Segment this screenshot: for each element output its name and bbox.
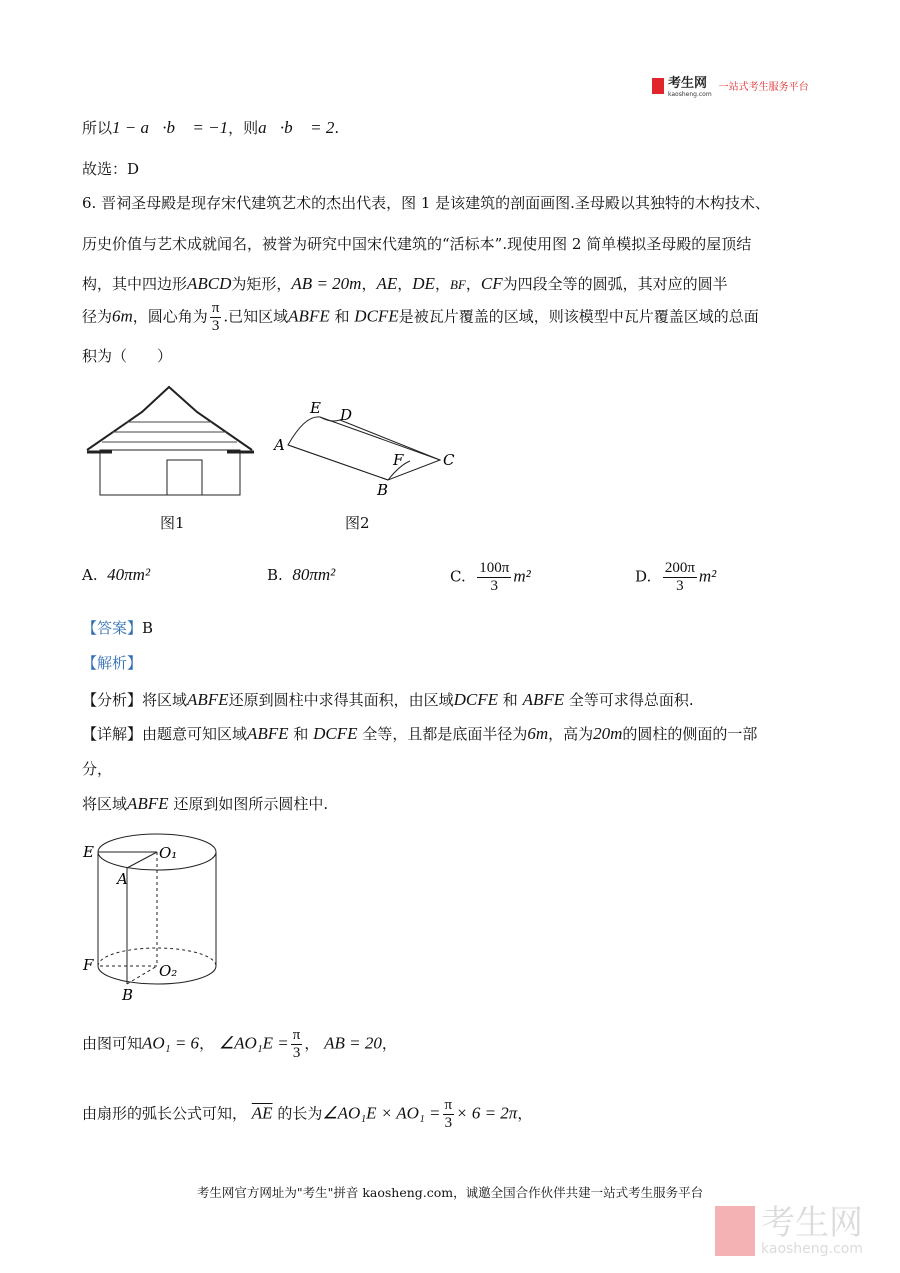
logo-domain: kaosheng.com [668, 91, 712, 98]
page-footer: 考生网官方网址为"考生"拼音 kaosheng.com，诚邀全国合作伙伴共建一站式考生服务平台 [196, 1185, 704, 1200]
analysis-line: 【分析】将区域ABFE还原到圆柱中求得其面积，由区域DCFE 和 ABFE 全等可求得总面积. [82, 690, 694, 709]
watermark-logo: 考生网 kaosheng.com [715, 1205, 863, 1257]
watermark-mark-icon [715, 1206, 755, 1256]
figure-1-building [82, 382, 257, 500]
svg-text:A: A [274, 436, 285, 454]
option-a: A. 40πm² [82, 565, 151, 584]
svg-text:E: E [310, 399, 321, 417]
header-logo [652, 73, 809, 98]
detail-line: 【详解】由题意可知区域ABFE 和 DCFE 全等，且都是底面半径为6m，高为20m的圆柱的侧面的一部 [82, 724, 758, 743]
svg-text:O₁: O₁ [159, 844, 178, 862]
svg-text:D: D [340, 406, 353, 424]
figure-2-caption: 图2 [345, 514, 370, 532]
svg-text:O₂: O₂ [159, 962, 178, 980]
prev-choice: 故选：D [82, 160, 140, 178]
calc-line-1: 由图可知AO₁ = 6， ∠AO₁E = $\frac{\pi}{3}$ ， AB = 20， [82, 1027, 397, 1061]
svg-text:C: C [443, 451, 455, 469]
svg-text:F: F [83, 956, 94, 974]
detail-line: 分， [82, 760, 113, 778]
logo-mark-icon [652, 78, 664, 94]
answer-line: 【答案】B [82, 619, 154, 637]
question-line: 径为6m，圆心角为 $\frac{\pi}{3}$ .已知区域ABFE 和 DCFE是被瓦片覆盖的区域，则该模型中瓦片覆盖区域的总面 [82, 300, 759, 334]
calc-line-2: 由扇形的弧长公式可知， $\overline{AE}$ 的长为∠AO₁E × AO₁ = $\frac{\pi}{3}$ × 6 = 2π， [82, 1097, 533, 1131]
svg-text:F: F [393, 451, 404, 469]
figure-1-caption: 图1 [160, 514, 185, 532]
option-d: D. $\frac{200\pi}{3}$ m² [635, 560, 717, 594]
cylinder-figure [80, 828, 225, 1006]
logo-name: 考生网 [668, 76, 708, 91]
prev-line: 所以1 − a⃗·b⃗ = −1，则a⃗·b⃗ = 2. [82, 118, 340, 137]
option-b: B. 80πm² [267, 565, 336, 584]
svg-text:B: B [377, 481, 389, 499]
option-c: C. $\frac{100\pi}{3}$ m² [450, 560, 531, 594]
question-line: 历史价值与艺术成就闻名，被誉为研究中国宋代建筑的“活标本”.现使用图 2 简单模拟圣母殿的屋顶结 [82, 235, 752, 253]
header-slogan: 一站式考生服务平台 [718, 82, 809, 93]
detail-line: 将区域ABFE 还原到如图所示圆柱中. [82, 794, 329, 813]
svg-text:E: E [83, 843, 94, 861]
question-line: 构，其中四边形ABCD为矩形，AB = 20m，AE，DE，BF，CF为四段全等的圆弧，其对应的圆半 [82, 274, 728, 293]
figure-2-roof-model [270, 395, 465, 500]
svg-text:B: B [122, 986, 134, 1004]
svg-text:A: A [117, 870, 128, 888]
question-line: 积为（ ） [82, 347, 173, 365]
question-line: 6. 晋祠圣母殿是现存宋代建筑艺术的杰出代表，图 1 是该建筑的剖面画图.圣母殿以其独特的木构技术、 [82, 194, 770, 212]
analysis-heading: 【解析】 [82, 654, 143, 672]
